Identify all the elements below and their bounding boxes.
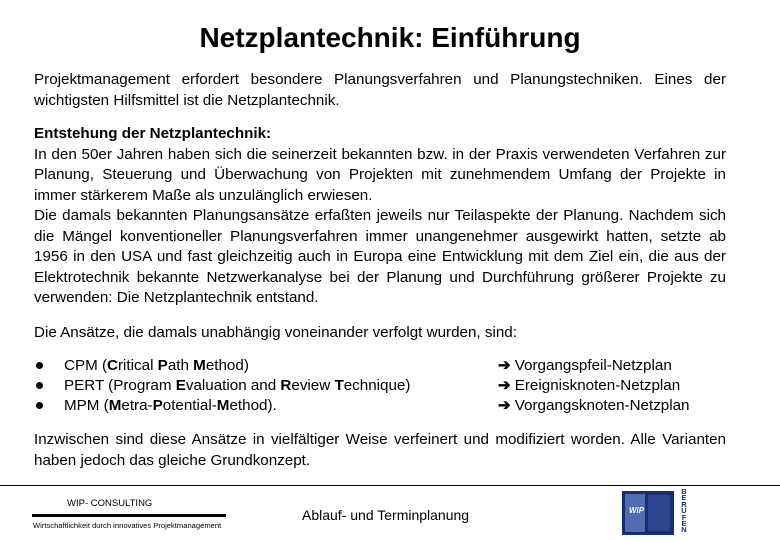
logo-vertical-letters: B E R U F E N: [681, 487, 687, 535]
approaches-list: [34, 356, 734, 416]
brand-tagline: Wirtschaftlichkeit durch innovatives Projektmanagement: [33, 521, 222, 530]
arrow-right-icon: ➔: [498, 397, 511, 414]
origin-section: [34, 124, 726, 309]
page-title: Netzplantechnik: Einführung: [199, 22, 581, 53]
result-label: Vorgangsknoten-Netzplan: [514, 397, 690, 414]
bullet-icon: [36, 362, 43, 369]
approach-abbreviation: CPM (: [64, 357, 108, 374]
origin-heading: Entstehung der Netzplantechnik:: [34, 125, 272, 142]
origin-paragraph-1: In den 50er Jahren haben sich die seinerzeit bekannten bzw. in der Praxis verwendeten Verfahren zur Planung, Steuerung und Überwachung von Projekten mit zunehmendem Umfang der Projekte in immer stärkerem Maße als unzulänglich erwiesen.: [34, 145, 726, 204]
approach-name: PERT (Program Evaluation and Review Technique): [64, 377, 411, 394]
approach-item: [34, 396, 734, 416]
footer-section-title: Ablauf- und Terminplanung: [302, 507, 470, 523]
result-label: Vorgangspfeil-Netzplan: [514, 357, 672, 374]
arrow-right-icon: ➔: [498, 357, 511, 374]
approach-result: [498, 356, 672, 376]
logo-wordmark: WiP: [629, 506, 645, 515]
bullet-icon: [36, 402, 43, 409]
approach-item: [34, 376, 734, 396]
brand-name: WIP- CONSULTING: [67, 498, 153, 509]
approach-result: [498, 396, 690, 416]
approach-abbreviation: MPM (: [64, 397, 109, 414]
result-label: Ereignisknoten-Netzplan: [514, 377, 681, 394]
brand-underline: [32, 514, 226, 517]
approach-name: CPM (Critical Path Method): [64, 357, 249, 374]
closing-paragraph: Inzwischen sind diese Ansätze in vielfältiger Weise verfeinert und modifiziert worden. Alle Varianten haben jedoch das gleiche Grundkonzept.: [34, 431, 726, 469]
origin-paragraph-2: Die damals bekannten Planungsansätze erfaßten jeweils nur Teilaspekte der Planung. Nachdem sich die Mängel konventioneller Planungsverfahren immer unangenehmer ausgewirkt hatten, setzte ab 1956 in den USA und fast gleichzeitig auch in Europa eine Entwicklung mit dem Ziel ein, die aus der Elektrotechnik bekannte Netzwerkanalyse bei der Planung und Durchführung größerer Projekte zu verwenden: Die Netzplantechnik entstand.: [34, 207, 726, 306]
approach-abbreviation: PERT (: [64, 377, 114, 394]
footer-divider: [0, 485, 780, 486]
approach-result: [498, 376, 680, 396]
approach-name: MPM (Metra-Potential-Method).: [64, 397, 277, 414]
approach-item: [34, 356, 734, 376]
arrow-right-icon: ➔: [498, 377, 511, 394]
approaches-lead: Die Ansätze, die damals unabhängig voneinander verfolgt wurden, sind:: [34, 324, 517, 341]
bullet-icon: [36, 382, 43, 389]
intro-paragraph: Projektmanagement erfordert besondere Planungsverfahren und Planungstechniken. Eines der wichtigsten Hilfsmittel ist die Netzplantechnik.: [34, 71, 726, 109]
